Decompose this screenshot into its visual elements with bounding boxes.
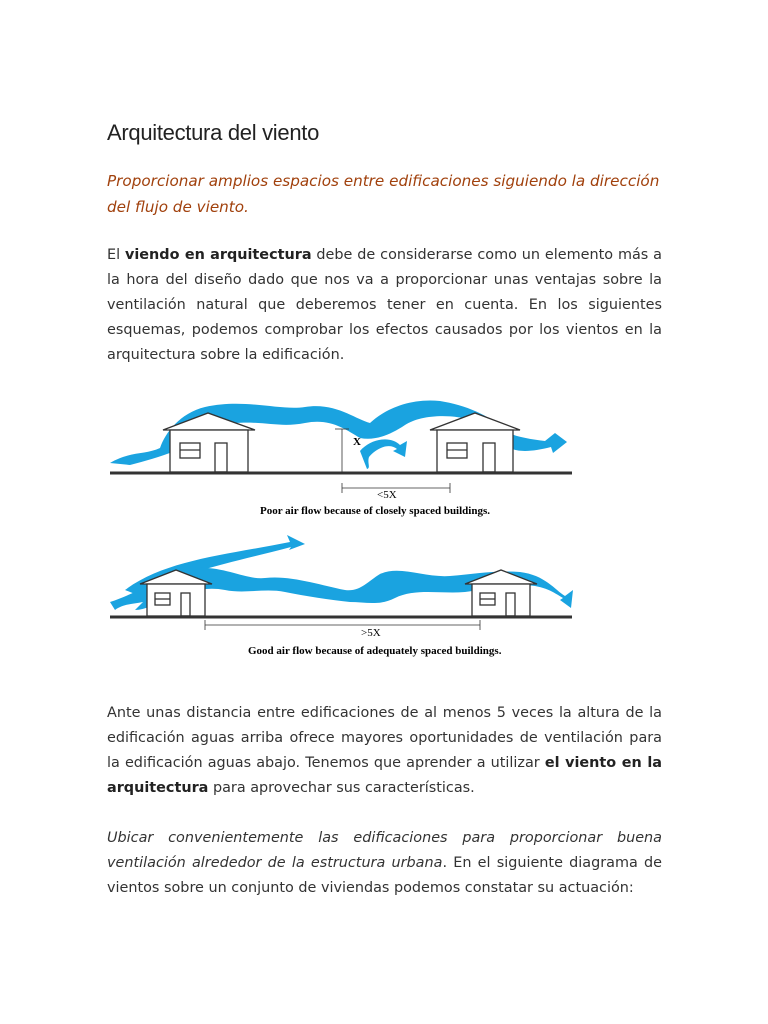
good-airflow-diagram (105, 530, 579, 662)
figure-caption: Good air flow because of adequately spaced buildings. (248, 645, 502, 657)
urban-italic-text: Ubicar convenientemente las edificaciones para proporcionar buena ventilación alrededor de la estructura urbana (107, 830, 662, 871)
intro-text-2: debe de considerarse como un elemento más a la hora del diseño dado que nos va a proporcionar unas ventajas sobre la ventilación natural que deberemos tener en cuenta. En los siguientes esquemas, podemos comprobar los efectos causados por los vientos en la arquitectura sobre la edificación. (107, 247, 662, 363)
article-subtitle: Proporcionar amplios espacios entre edificaciones siguiendo la dirección del flujo de viento. (107, 172, 660, 216)
distance-paragraph (107, 701, 662, 801)
intro-text-1: El (107, 247, 125, 263)
distance-keyword: el viento en la arquitectura (107, 755, 662, 796)
figure-caption: Poor air flow because of closely spaced buildings. (260, 505, 490, 517)
distance-label: >5X (361, 627, 381, 639)
poor-airflow-diagram (105, 393, 579, 523)
urban-paragraph (107, 826, 662, 901)
height-label: X (353, 436, 361, 448)
distance-text-2: para aprovechar sus características. (208, 780, 475, 796)
distance-text-1: Ante unas distancia entre edificaciones de al menos 5 veces la altura de la edificación aguas arriba ofrece mayores oportunidades de ventilación para la edificación aguas abajo. Tenemos que aprender a utilizar (107, 705, 662, 771)
page-title: Arquitectura del viento (107, 120, 320, 145)
intro-keyword-link: viendo en arquitectura (124, 247, 312, 263)
urban-text: . En el siguiente diagrama de vientos sobre un conjunto de viviendas podemos constatar su actuación: (107, 855, 662, 896)
house-icon (430, 413, 520, 472)
intro-paragraph (107, 243, 662, 368)
distance-label: <5X (377, 489, 397, 501)
